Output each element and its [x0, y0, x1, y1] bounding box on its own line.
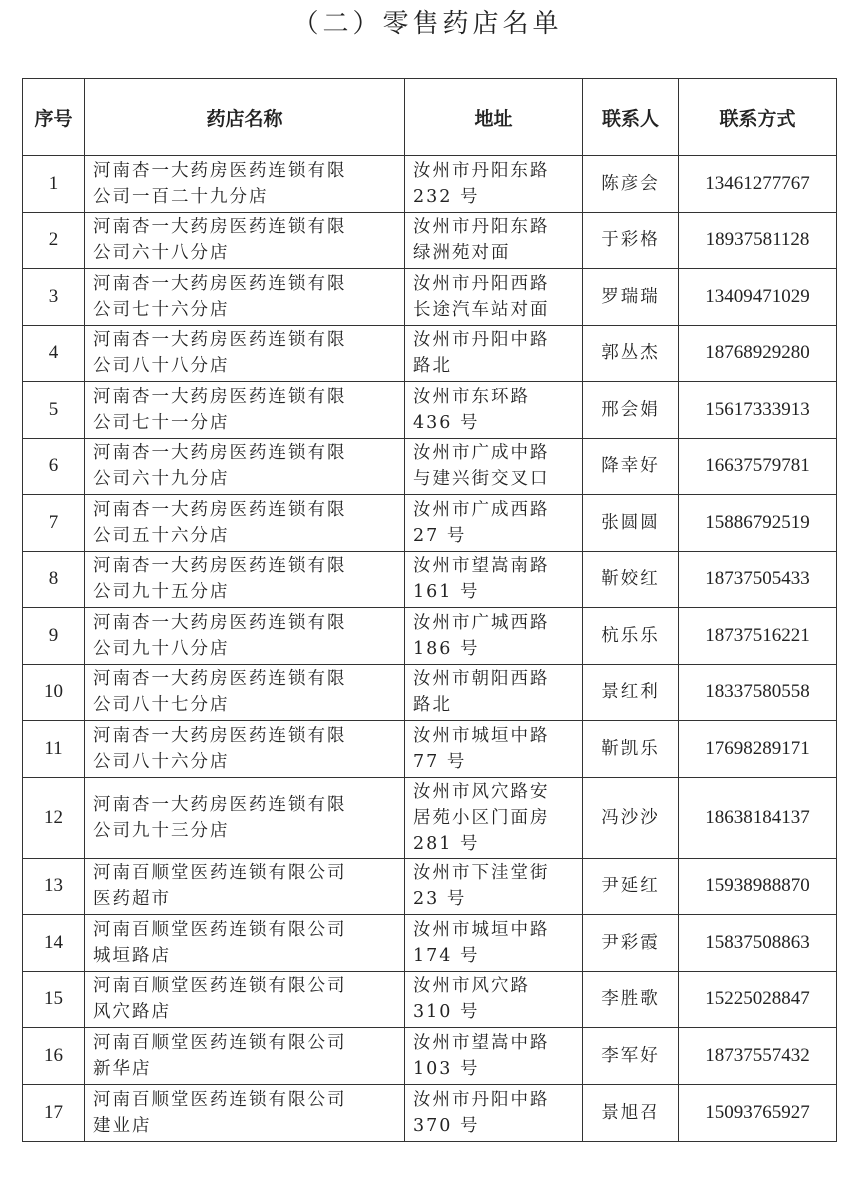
- contact-phone: 15093765927: [679, 1084, 837, 1141]
- pharmacy-name: [85, 382, 405, 439]
- contact-phone: 18337580558: [679, 664, 837, 721]
- table-row: [23, 156, 837, 213]
- pharmacy-name: [85, 156, 405, 213]
- address-line: 汝州市朝阳西路: [413, 669, 550, 690]
- contact-person: 张圆圆: [583, 495, 679, 552]
- pharmacy-address: [405, 212, 583, 269]
- contact-person: 靳姣红: [583, 551, 679, 608]
- contact-person: 罗瑞瑞: [583, 269, 679, 326]
- contact-phone: 18737505433: [679, 551, 837, 608]
- address-line: 路北: [413, 695, 452, 716]
- pharmacy-name-line: 公司六十八分店: [93, 243, 230, 264]
- address-line: 281 号: [413, 833, 480, 854]
- address-line: 161 号: [413, 582, 480, 603]
- contact-person: 李胜歌: [583, 971, 679, 1028]
- row-index: 15: [23, 971, 85, 1028]
- pharmacy-address: [405, 971, 583, 1028]
- row-index: 10: [23, 664, 85, 721]
- pharmacy-name-line: 公司九十三分店: [93, 820, 230, 841]
- pharmacy-address: [405, 156, 583, 213]
- contact-phone: 18737557432: [679, 1028, 837, 1085]
- row-index: 5: [23, 382, 85, 439]
- contact-person: 李军好: [583, 1028, 679, 1085]
- pharmacy-name-line: 河南杏一大药房医药连锁有限: [93, 160, 347, 181]
- header-address: 地址: [405, 79, 583, 156]
- table-header-row: [23, 79, 837, 156]
- pharmacy-name-line: 公司九十五分店: [93, 582, 230, 603]
- address-line: 汝州市下洼堂街: [413, 863, 550, 884]
- address-line: 310 号: [413, 1002, 480, 1023]
- pharmacy-name-line: 公司八十八分店: [93, 356, 230, 377]
- pharmacy-name: [85, 777, 405, 858]
- pharmacy-address: [405, 1028, 583, 1085]
- contact-phone: 18737516221: [679, 608, 837, 665]
- address-line: 436 号: [413, 412, 480, 433]
- address-line: 370 号: [413, 1115, 480, 1136]
- contact-phone: 15225028847: [679, 971, 837, 1028]
- address-line: 77 号: [413, 751, 467, 772]
- pharmacy-name-line: 河南百顺堂医药连锁有限公司: [93, 976, 347, 997]
- address-line: 居苑小区门面房: [413, 807, 550, 828]
- contact-person: 冯沙沙: [583, 777, 679, 858]
- address-line: 汝州市望嵩南路: [413, 556, 550, 577]
- address-line: 汝州市望嵩中路: [413, 1032, 550, 1053]
- pharmacy-name-line: 河南杏一大药房医药连锁有限: [93, 669, 347, 690]
- pharmacy-name: [85, 858, 405, 915]
- address-line: 汝州市风穴路: [413, 976, 530, 997]
- contact-person: 靳凯乐: [583, 721, 679, 778]
- row-index: 6: [23, 438, 85, 495]
- contact-person: 杭乐乐: [583, 608, 679, 665]
- table-row: [23, 721, 837, 778]
- pharmacy-address: [405, 777, 583, 858]
- table-row: [23, 382, 837, 439]
- header-index: 序号: [23, 79, 85, 156]
- address-line: 174 号: [413, 945, 480, 966]
- pharmacy-name-line: 医药超市: [93, 889, 171, 910]
- address-line: 汝州市丹阳东路: [413, 217, 550, 238]
- pharmacy-table: [22, 78, 837, 1142]
- pharmacy-name-line: 河南百顺堂医药连锁有限公司: [93, 1032, 347, 1053]
- address-line: 汝州市丹阳东路: [413, 160, 550, 181]
- pharmacy-name-line: 公司八十七分店: [93, 695, 230, 716]
- address-line: 绿洲苑对面: [413, 243, 511, 264]
- pharmacy-address: [405, 551, 583, 608]
- table-row: [23, 438, 837, 495]
- pharmacy-name: [85, 495, 405, 552]
- pharmacy-name-line: 河南杏一大药房医药连锁有限: [93, 273, 347, 294]
- address-line: 汝州市东环路: [413, 386, 530, 407]
- pharmacy-name-line: 河南杏一大药房医药连锁有限: [93, 499, 347, 520]
- pharmacy-address: [405, 608, 583, 665]
- contact-phone: 18768929280: [679, 325, 837, 382]
- address-line: 汝州市丹阳西路: [413, 273, 550, 294]
- header-phone: 联系方式: [679, 79, 837, 156]
- address-line: 汝州市广成中路: [413, 443, 550, 464]
- address-line: 27 号: [413, 525, 467, 546]
- pharmacy-name-line: 河南百顺堂医药连锁有限公司: [93, 919, 347, 940]
- pharmacy-address: [405, 664, 583, 721]
- pharmacy-name: [85, 664, 405, 721]
- row-index: 14: [23, 915, 85, 972]
- pharmacy-name: [85, 551, 405, 608]
- pharmacy-name-line: 河南杏一大药房医药连锁有限: [93, 612, 347, 633]
- table-row: [23, 608, 837, 665]
- pharmacy-name-line: 河南杏一大药房医药连锁有限: [93, 794, 347, 815]
- pharmacy-address: [405, 1084, 583, 1141]
- pharmacy-name-line: 公司五十六分店: [93, 525, 230, 546]
- pharmacy-name-line: 河南杏一大药房医药连锁有限: [93, 217, 347, 238]
- pharmacy-address: [405, 325, 583, 382]
- pharmacy-name: [85, 269, 405, 326]
- pharmacy-address: [405, 915, 583, 972]
- address-line: 汝州市广城西路: [413, 612, 550, 633]
- address-line: 186 号: [413, 638, 480, 659]
- row-index: 12: [23, 777, 85, 858]
- pharmacy-name-line: 河南杏一大药房医药连锁有限: [93, 386, 347, 407]
- pharmacy-name-line: 新华店: [93, 1058, 152, 1079]
- table-row: [23, 858, 837, 915]
- row-index: 8: [23, 551, 85, 608]
- table-row: [23, 915, 837, 972]
- address-line: 汝州市城垣中路: [413, 725, 550, 746]
- pharmacy-name-line: 公司七十六分店: [93, 299, 230, 320]
- row-index: 13: [23, 858, 85, 915]
- row-index: 17: [23, 1084, 85, 1141]
- address-line: 103 号: [413, 1058, 480, 1079]
- contact-phone: 13461277767: [679, 156, 837, 213]
- pharmacy-address: [405, 382, 583, 439]
- address-line: 路北: [413, 356, 452, 377]
- row-index: 9: [23, 608, 85, 665]
- pharmacy-name-line: 公司八十六分店: [93, 751, 230, 772]
- table-row: [23, 777, 837, 858]
- row-index: 16: [23, 1028, 85, 1085]
- pharmacy-name: [85, 971, 405, 1028]
- pharmacy-name-line: 建业店: [93, 1115, 152, 1136]
- row-index: 4: [23, 325, 85, 382]
- address-line: 与建兴街交叉口: [413, 469, 550, 490]
- contact-person: 尹延红: [583, 858, 679, 915]
- contact-person: 景红利: [583, 664, 679, 721]
- contact-person: 陈彦会: [583, 156, 679, 213]
- pharmacy-name-line: 城垣路店: [93, 945, 171, 966]
- pharmacy-name-line: 河南百顺堂医药连锁有限公司: [93, 1089, 347, 1110]
- contact-person: 景旭召: [583, 1084, 679, 1141]
- pharmacy-name: [85, 915, 405, 972]
- pharmacy-name-line: 河南杏一大药房医药连锁有限: [93, 443, 347, 464]
- contact-phone: 16637579781: [679, 438, 837, 495]
- contact-phone: 15617333913: [679, 382, 837, 439]
- pharmacy-name: [85, 1028, 405, 1085]
- table-row: [23, 1028, 837, 1085]
- pharmacy-name-line: 风穴路店: [93, 1002, 171, 1023]
- pharmacy-name: [85, 608, 405, 665]
- contact-person: 尹彩霞: [583, 915, 679, 972]
- table-row: [23, 971, 837, 1028]
- pharmacy-name-line: 公司九十八分店: [93, 638, 230, 659]
- pharmacy-name-line: 公司六十九分店: [93, 469, 230, 490]
- pharmacy-address: [405, 858, 583, 915]
- contact-phone: 18937581128: [679, 212, 837, 269]
- contact-person: 于彩格: [583, 212, 679, 269]
- contact-phone: 15938988870: [679, 858, 837, 915]
- pharmacy-name-line: 公司七十一分店: [93, 412, 230, 433]
- row-index: 11: [23, 721, 85, 778]
- header-contact: 联系人: [583, 79, 679, 156]
- table-row: [23, 1084, 837, 1141]
- contact-phone: 15837508863: [679, 915, 837, 972]
- pharmacy-address: [405, 721, 583, 778]
- table-row: [23, 212, 837, 269]
- pharmacy-name-line: 公司一百二十九分店: [93, 186, 269, 207]
- table-row: [23, 551, 837, 608]
- address-line: 汝州市城垣中路: [413, 919, 550, 940]
- table-row: [23, 325, 837, 382]
- pharmacy-name-line: 河南杏一大药房医药连锁有限: [93, 725, 347, 746]
- pharmacy-address: [405, 495, 583, 552]
- contact-person: 郭丛杰: [583, 325, 679, 382]
- pharmacy-name: [85, 438, 405, 495]
- address-line: 长途汽车站对面: [413, 299, 550, 320]
- table-row: [23, 495, 837, 552]
- contact-phone: 15886792519: [679, 495, 837, 552]
- table-row: [23, 269, 837, 326]
- pharmacy-name: [85, 721, 405, 778]
- contact-person: 邢会娟: [583, 382, 679, 439]
- contact-person: 降幸好: [583, 438, 679, 495]
- address-line: 汝州市丹阳中路: [413, 330, 550, 351]
- row-index: 2: [23, 212, 85, 269]
- table-row: [23, 664, 837, 721]
- pharmacy-name-line: 河南百顺堂医药连锁有限公司: [93, 863, 347, 884]
- pharmacy-address: [405, 438, 583, 495]
- pharmacy-name-line: 河南杏一大药房医药连锁有限: [93, 330, 347, 351]
- page-title: （二）零售药店名单: [292, 9, 563, 39]
- address-line: 汝州市风穴路安: [413, 781, 550, 802]
- address-line: 汝州市丹阳中路: [413, 1089, 550, 1110]
- pharmacy-name: [85, 1084, 405, 1141]
- address-line: 232 号: [413, 186, 480, 207]
- row-index: 7: [23, 495, 85, 552]
- row-index: 3: [23, 269, 85, 326]
- row-index: 1: [23, 156, 85, 213]
- pharmacy-name: [85, 325, 405, 382]
- pharmacy-name-line: 河南杏一大药房医药连锁有限: [93, 556, 347, 577]
- contact-phone: 17698289171: [679, 721, 837, 778]
- address-line: 23 号: [413, 889, 467, 910]
- contact-phone: 13409471029: [679, 269, 837, 326]
- header-name: 药店名称: [85, 79, 405, 156]
- contact-phone: 18638184137: [679, 777, 837, 858]
- pharmacy-address: [405, 269, 583, 326]
- pharmacy-name: [85, 212, 405, 269]
- address-line: 汝州市广成西路: [413, 499, 550, 520]
